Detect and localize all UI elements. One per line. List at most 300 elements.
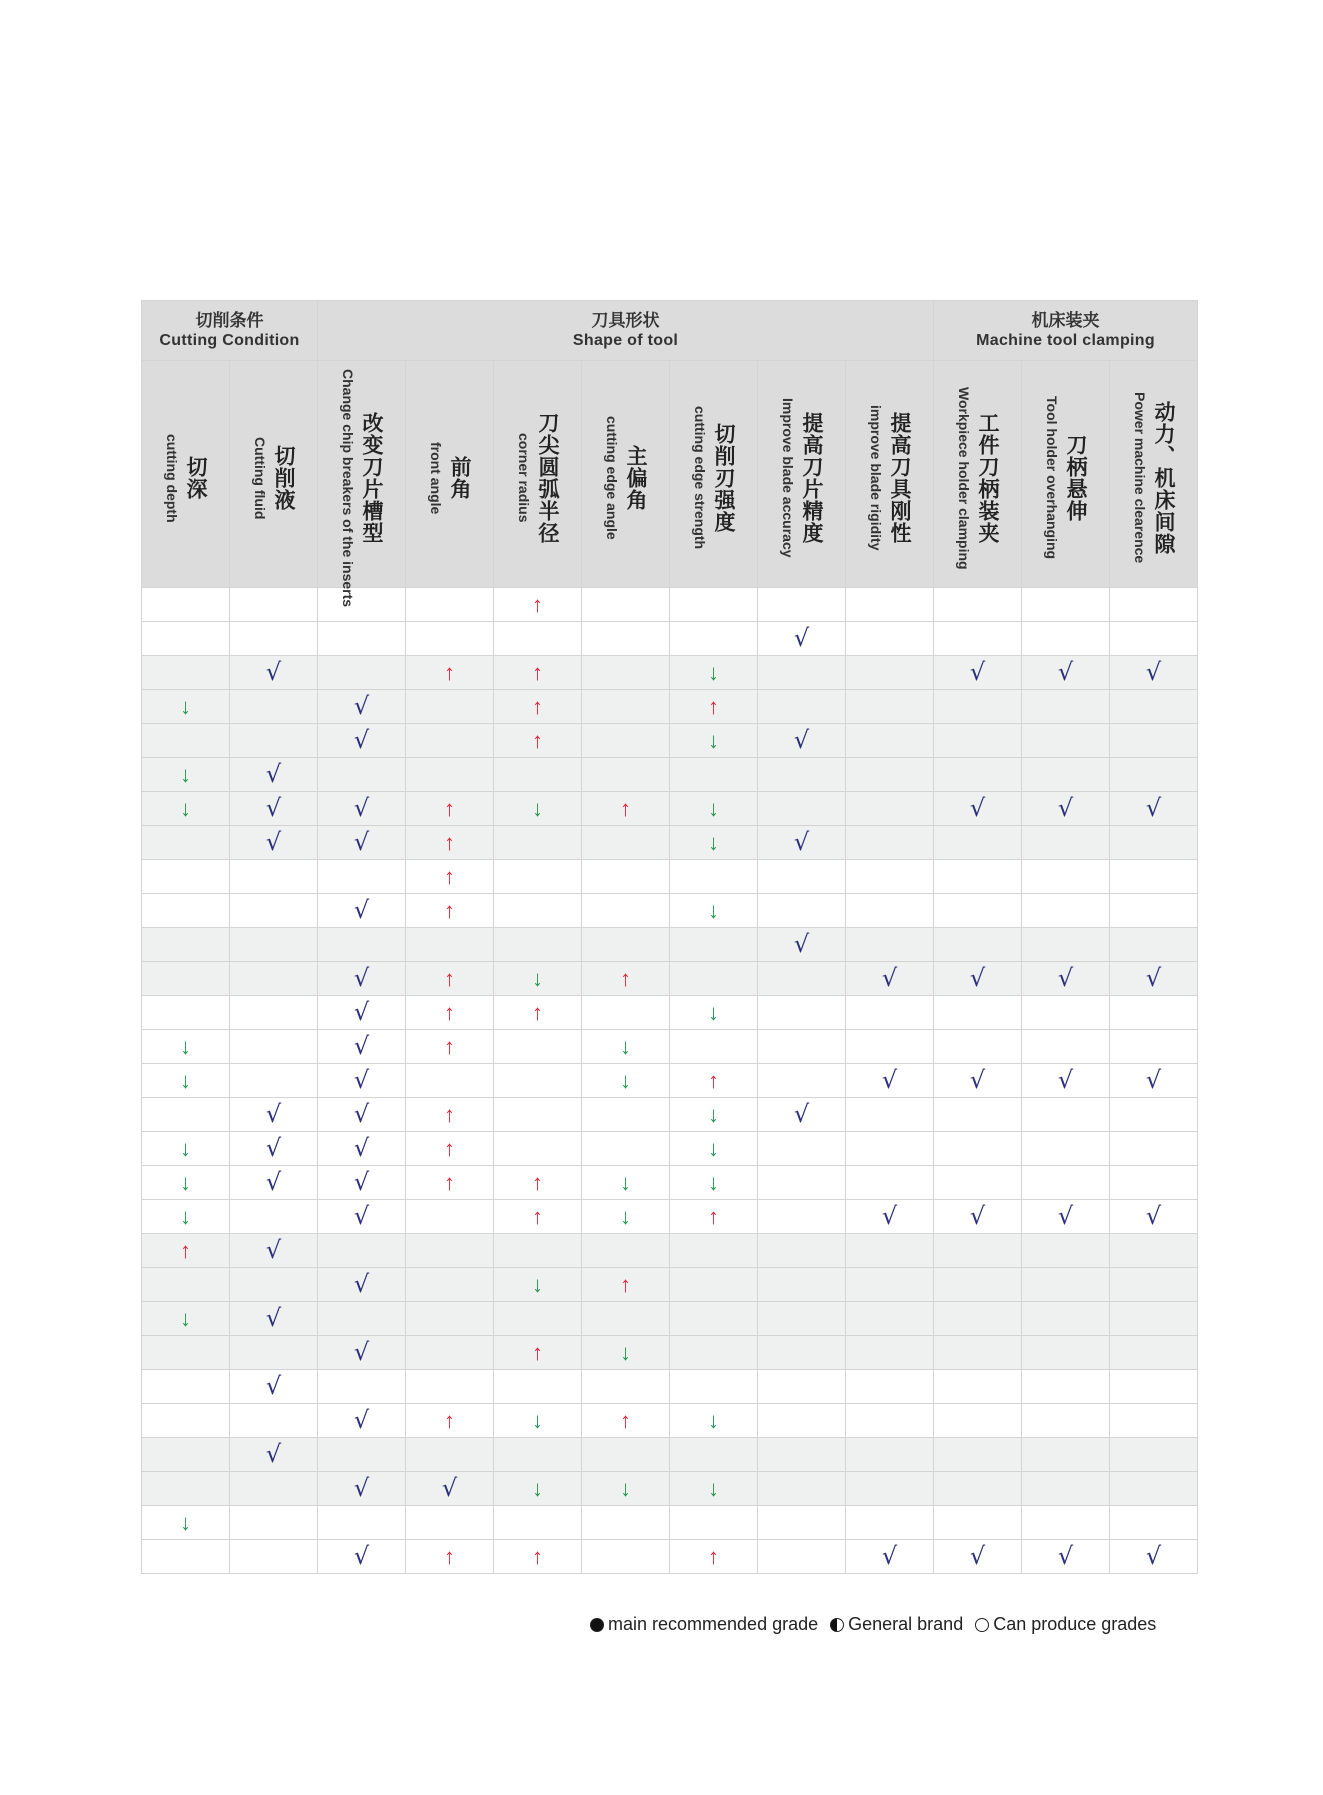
table-cell [230,690,318,724]
table-row [142,1064,1198,1098]
arrow-down-icon: ↓ [620,1339,632,1365]
column-header [142,361,230,588]
arrow-up-icon: ↑ [532,1543,544,1569]
table-cell [934,1540,1022,1574]
table-cell [758,656,846,690]
table-cell [670,1030,758,1064]
table-cell [934,860,1022,894]
column-title-en: Power machine clearence [1132,392,1149,564]
table-cell [670,962,758,996]
table-cell [846,758,934,792]
table-cell [142,792,230,826]
arrow-down-icon: ↓ [532,1475,544,1501]
table-cell [846,690,934,724]
table-cell [230,894,318,928]
table-cell [142,656,230,690]
table-cell [1110,1268,1198,1302]
table-cell [494,622,582,656]
table-cell [846,1200,934,1234]
table-cell [1110,1132,1198,1166]
table-cell [142,1132,230,1166]
table-cell [758,1506,846,1540]
filled-circle-icon [590,1618,604,1632]
table-cell [934,1472,1022,1506]
table-cell [1022,1268,1110,1302]
table-cell [846,1064,934,1098]
table-row [142,962,1198,996]
table-cell [142,724,230,758]
table-cell [758,588,846,622]
table-cell [406,1302,494,1336]
arrow-up-icon: ↑ [620,1271,632,1297]
table-cell [142,1370,230,1404]
group-title-zh: 切削条件 [195,311,264,330]
table-cell [494,928,582,962]
checkmark-icon: √ [881,1542,898,1570]
column-header [582,361,670,588]
arrow-down-icon: ↓ [180,795,191,821]
table-cell [582,1268,670,1302]
table-cell [1022,1030,1110,1064]
table-cell [142,1506,230,1540]
table-cell [1022,826,1110,860]
table-cell [758,1302,846,1336]
checkmark-icon: √ [1057,1202,1074,1230]
arrow-up-icon: ↑ [532,591,544,617]
table-cell [318,1030,406,1064]
table-cell [670,1064,758,1098]
table-row [142,1506,1198,1540]
table-row [142,1030,1198,1064]
table-cell [758,1098,846,1132]
table-cell [406,1200,494,1234]
arrow-up-icon: ↑ [532,659,544,685]
arrow-up-icon: ↑ [708,1067,720,1093]
column-header [318,361,406,608]
table-cell [230,1370,318,1404]
table-cell [934,1064,1022,1098]
table-row [142,1438,1198,1472]
table-cell [582,1506,670,1540]
table-cell [1110,656,1198,690]
table-cell [230,1336,318,1370]
checkmark-icon: √ [353,794,370,822]
checkmark-icon: √ [1057,964,1074,992]
table-cell [494,1030,582,1064]
group-title-zh: 机床装夹 [1031,311,1100,330]
table-row [142,860,1198,894]
arrow-down-icon: ↓ [620,1203,632,1229]
table-row [142,1302,1198,1336]
table-cell [670,724,758,758]
table-cell [142,1030,230,1064]
column-title-en: improve blade rigidity [868,405,885,551]
table-cell [318,1336,406,1370]
table-cell [406,962,494,996]
checkmark-icon: √ [353,1406,370,1434]
table-cell [670,588,758,622]
table-cell [318,860,406,894]
table-cell [406,1506,494,1540]
table-cell [670,1302,758,1336]
table-cell [494,1268,582,1302]
table-cell [846,792,934,826]
table-cell [758,690,846,724]
checkmark-icon: √ [1145,1066,1162,1094]
table-cell [142,962,230,996]
table-row [142,1268,1198,1302]
table-cell [230,1132,318,1166]
arrow-down-icon: ↓ [620,1033,632,1059]
arrow-up-icon: ↑ [444,1543,456,1569]
table-cell [230,928,318,962]
table-cell [406,1132,494,1166]
arrow-up-icon: ↑ [444,795,456,821]
table-cell [142,1234,230,1268]
table-cell [1022,996,1110,1030]
checkmark-icon: √ [353,896,370,924]
table-cell [934,1098,1022,1132]
arrow-down-icon: ↓ [708,727,720,753]
table-cell [582,622,670,656]
table-cell [142,1064,230,1098]
table-cell [318,690,406,724]
table-cell [758,1404,846,1438]
legend-item-produce [975,1614,1156,1635]
table-cell [1110,1302,1198,1336]
checkmark-icon: √ [353,726,370,754]
table-cell [758,1166,846,1200]
table-cell [582,860,670,894]
table-cell [230,1404,318,1438]
group-title-zh: 刀具形状 [591,311,660,330]
table-cell [1022,588,1110,622]
table-cell [846,1506,934,1540]
column-header [934,361,1022,588]
table-cell [670,1336,758,1370]
table-cell [1110,1234,1198,1268]
table-cell [1110,894,1198,928]
table-cell [494,1098,582,1132]
checkmark-icon: √ [353,998,370,1026]
table-cell [494,758,582,792]
table-cell [1022,622,1110,656]
arrow-down-icon: ↓ [620,1475,632,1501]
table-cell [934,690,1022,724]
arrow-up-icon: ↑ [708,693,720,719]
troubleshooting-table-sheet [141,300,1197,1574]
table-cell [934,928,1022,962]
checkmark-icon: √ [1057,1066,1074,1094]
table-cell [758,962,846,996]
table-cell [494,1370,582,1404]
table-cell [494,1200,582,1234]
table-cell [1110,1200,1198,1234]
group-header-machine-clamping [934,301,1198,361]
table-cell [670,996,758,1030]
table-cell [670,1132,758,1166]
legend-item-main [590,1614,818,1635]
table-cell [846,860,934,894]
table-cell [1110,690,1198,724]
table-cell [1022,792,1110,826]
column-header [1110,361,1198,588]
table-row [142,758,1198,792]
table-cell [494,1472,582,1506]
table-cell [230,1166,318,1200]
table-cell [1022,758,1110,792]
table-cell [406,860,494,894]
checkmark-icon: √ [265,1304,282,1332]
table-cell [846,1268,934,1302]
table-cell [230,1064,318,1098]
column-title-en: Workpiece holder clamping [956,386,973,570]
group-header-cutting-condition [142,301,318,361]
table-cell [582,1302,670,1336]
table-cell [582,1540,670,1574]
table-cell [582,1064,670,1098]
table-row [142,1404,1198,1438]
table-cell [1022,690,1110,724]
table-row [142,1098,1198,1132]
table-cell [670,1268,758,1302]
table-cell [846,1166,934,1200]
checkmark-icon: √ [969,964,986,992]
table-row [142,690,1198,724]
table-cell [1022,1370,1110,1404]
table-cell [670,758,758,792]
table-cell [230,826,318,860]
table-cell [1022,1200,1110,1234]
table-cell [318,928,406,962]
table-cell [846,1404,934,1438]
table-cell [494,792,582,826]
table-cell [230,1302,318,1336]
arrow-down-icon: ↓ [180,1135,191,1161]
table-cell [142,588,230,622]
table-cell [142,1336,230,1370]
checkmark-icon: √ [1145,658,1162,686]
table-cell [142,826,230,860]
table-cell [494,656,582,690]
checkmark-icon: √ [441,1474,458,1502]
table-cell [934,1030,1022,1064]
table-cell [494,690,582,724]
table-cell [1110,622,1198,656]
table-cell [934,996,1022,1030]
column-title-zh: 主偏角 [624,445,648,511]
table-cell [758,1132,846,1166]
table-cell [758,1438,846,1472]
table-cell [582,1098,670,1132]
table-cell [846,1132,934,1166]
table-cell [846,928,934,962]
checkmark-icon: √ [793,1100,810,1128]
checkmark-icon: √ [969,794,986,822]
table-cell [934,1404,1022,1438]
column-header [1022,361,1110,588]
table-cell [758,1268,846,1302]
half-circle-icon [830,1618,844,1632]
arrow-up-icon: ↑ [708,1543,720,1569]
table-cell [934,588,1022,622]
checkmark-icon: √ [353,1168,370,1196]
checkmark-icon: √ [793,930,810,958]
table-cell [846,1234,934,1268]
table-cell [670,1506,758,1540]
column-title-zh: 切削液 [272,445,295,511]
table-row [142,588,1198,622]
table-cell [758,928,846,962]
table-cell [1022,1506,1110,1540]
table-cell [494,996,582,1030]
table-cell [142,996,230,1030]
table-row [142,656,1198,690]
table-cell [934,1506,1022,1540]
checkmark-icon: √ [353,1474,370,1502]
table-cell [406,1234,494,1268]
table-cell [670,690,758,724]
checkmark-icon: √ [353,1202,370,1230]
table-cell [1110,996,1198,1030]
table-cell [1110,1540,1198,1574]
table-cell [582,1370,670,1404]
checkmark-icon: √ [881,1202,898,1230]
table-cell [406,1472,494,1506]
table-cell [318,1370,406,1404]
table-cell [582,928,670,962]
table-cell [1022,1438,1110,1472]
table-cell [230,724,318,758]
checkmark-icon: √ [353,1100,370,1128]
table-cell [494,894,582,928]
checkmark-icon: √ [353,692,370,720]
table-cell [142,1200,230,1234]
column-title-zh: 前角 [448,456,472,500]
checkmark-icon: √ [353,964,370,992]
column-header [230,361,318,588]
arrow-up-icon: ↑ [444,965,456,991]
column-title-zh: 工件刀柄装夹 [976,412,1000,544]
checkmark-icon: √ [881,964,898,992]
table-cell [846,588,934,622]
table-cell [230,996,318,1030]
table-cell [406,622,494,656]
arrow-up-icon: ↑ [620,965,632,991]
table-cell [758,1200,846,1234]
column-title-en: cutting depth [164,433,180,523]
table-cell [670,1098,758,1132]
arrow-up-icon: ↑ [532,1339,544,1365]
table-row [142,1370,1198,1404]
legend-label: Can produce grades [993,1614,1157,1634]
table-cell [1022,724,1110,758]
checkmark-icon: √ [265,1134,282,1162]
table-cell [670,1166,758,1200]
table-cell [582,962,670,996]
table-cell [758,1540,846,1574]
table-cell [230,1506,318,1540]
table-cell [934,1200,1022,1234]
table-cell [758,996,846,1030]
table-cell [318,996,406,1030]
table-cell [230,1200,318,1234]
table-cell [494,860,582,894]
checkmark-icon: √ [353,828,370,856]
checkmark-icon: √ [793,624,810,652]
table-row [142,622,1198,656]
column-title-zh: 动力、机床间隙 [1152,401,1176,555]
arrow-down-icon: ↓ [180,1169,191,1195]
table-cell [494,1336,582,1370]
table-cell [934,962,1022,996]
table-cell [1022,1336,1110,1370]
arrow-up-icon: ↑ [532,693,544,719]
table-row [142,1540,1198,1574]
table-cell [230,1540,318,1574]
table-cell [406,894,494,928]
checkmark-icon: √ [353,1134,370,1162]
column-title-zh: 切削刃强度 [712,423,736,533]
table-row [142,1132,1198,1166]
arrow-up-icon: ↑ [444,999,456,1025]
arrow-down-icon: ↓ [708,829,720,855]
table-row [142,826,1198,860]
table-cell [758,1370,846,1404]
table-cell [1022,962,1110,996]
table-cell [494,588,582,622]
table-cell [758,826,846,860]
table-row [142,996,1198,1030]
table-cell [1110,1064,1198,1098]
table-cell [934,792,1022,826]
table-cell [670,792,758,826]
table-cell [494,962,582,996]
table-cell [846,1438,934,1472]
table-cell [318,1234,406,1268]
table-cell [1110,1166,1198,1200]
table-cell [230,1234,318,1268]
table-cell [758,1064,846,1098]
table-cell [582,1234,670,1268]
table-cell [318,1166,406,1200]
table-cell [406,826,494,860]
empty-circle-icon [975,1618,989,1632]
checkmark-icon: √ [265,1168,282,1196]
table-cell [582,758,670,792]
table-cell [582,1472,670,1506]
table-cell [406,1370,494,1404]
checkmark-icon: √ [1057,794,1074,822]
table-cell [494,826,582,860]
table-cell [318,1064,406,1098]
arrow-down-icon: ↓ [708,659,720,685]
table-cell [582,1404,670,1438]
legend-item-general [830,1614,963,1635]
checkmark-icon: √ [353,1542,370,1570]
table-cell [670,1200,758,1234]
checkmark-icon: √ [1145,964,1162,992]
table-cell [582,656,670,690]
table-cell [406,792,494,826]
arrow-up-icon: ↑ [532,1169,544,1195]
table-cell [670,860,758,894]
table-cell [318,962,406,996]
table-cell [318,792,406,826]
table-cell [758,792,846,826]
table-cell [1110,588,1198,622]
checkmark-icon: √ [353,1338,370,1366]
